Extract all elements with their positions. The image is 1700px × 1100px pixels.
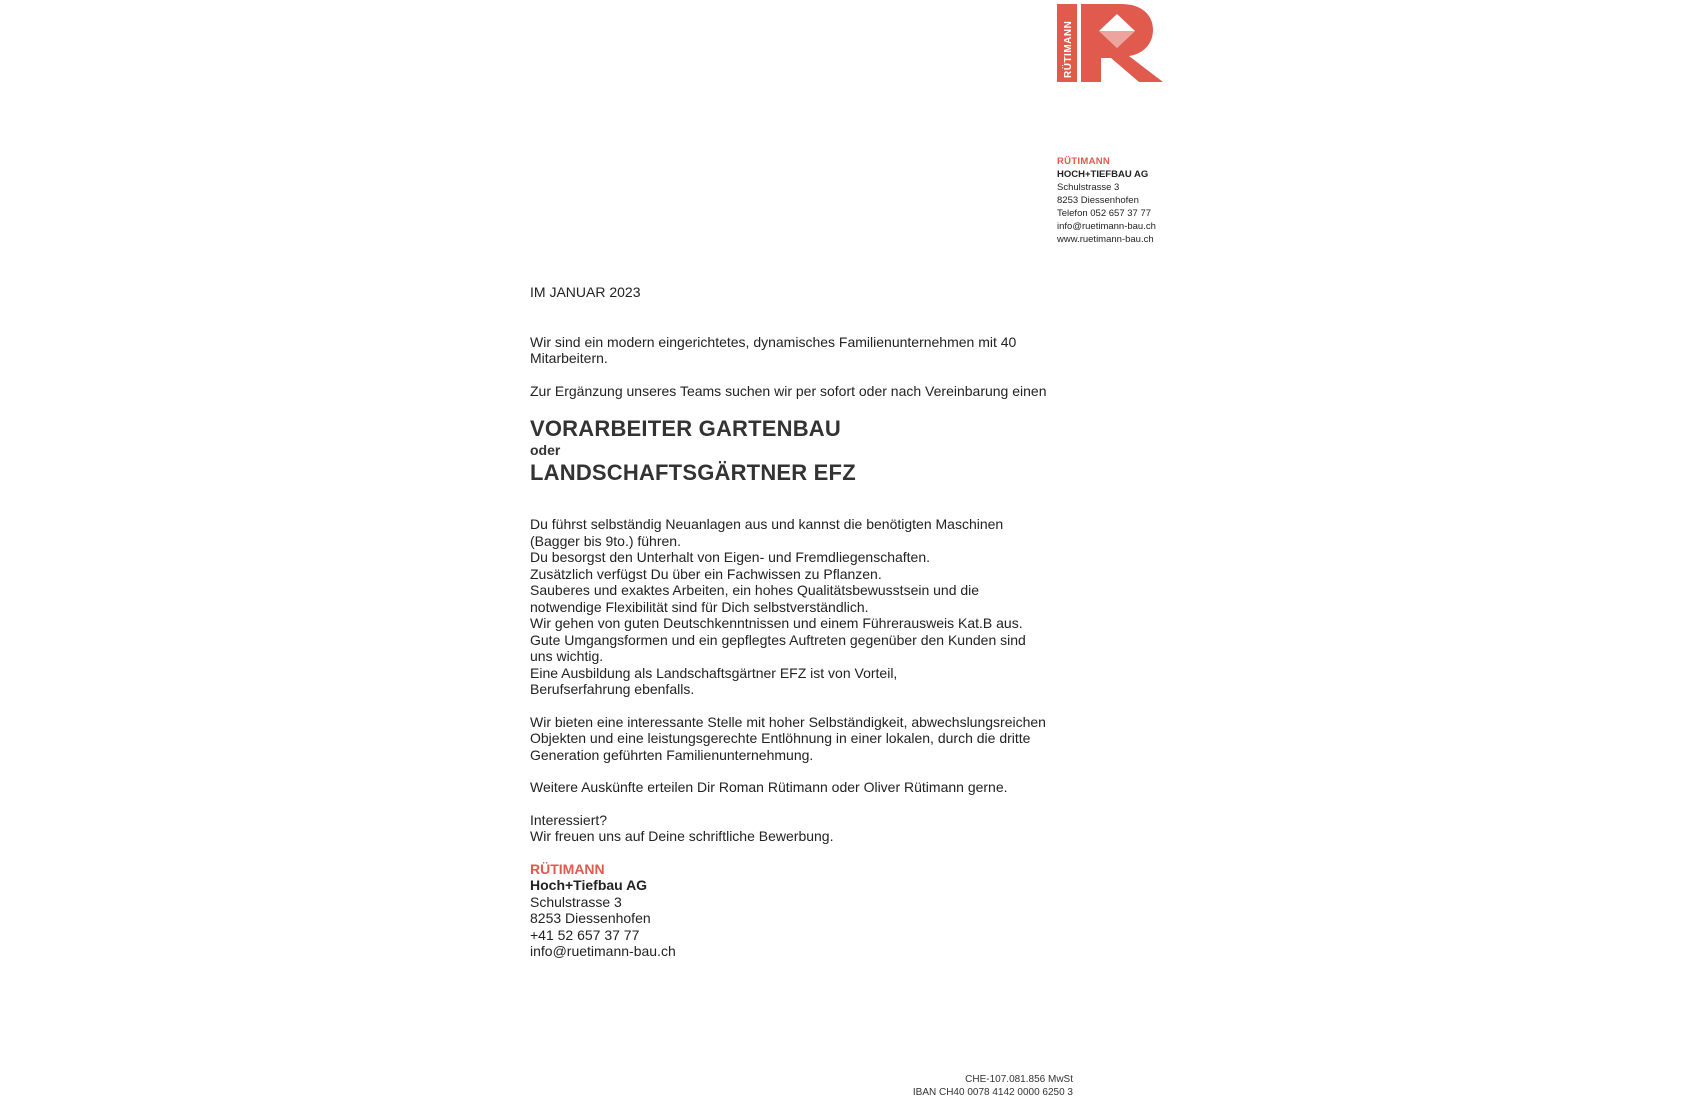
signature-city: 8253 Diessenhofen xyxy=(530,910,651,926)
job-title-1: VORARBEITER GARTENBAU xyxy=(530,416,841,441)
company-street: Schulstrasse 3 xyxy=(1057,182,1120,193)
requirement-line: Berufserfahrung ebenfalls. xyxy=(530,681,695,697)
requirement-line: Wir gehen von guten Deutschkenntnissen und einem Führerausweis Kat.B aus. xyxy=(530,615,1023,631)
job-title-2: LANDSCHAFTSGÄRTNER EFZ xyxy=(530,460,856,485)
requirement-line: Gute Umgangsformen und ein gepflegtes Auftreten gegenüber den Kunden sind xyxy=(530,631,1026,648)
signature-block xyxy=(530,861,1090,960)
intro-paragraph-1: Wir sind ein modern eingerichtetes, dynamisches Familienunternehmen mit 40 Mitarbeitern. xyxy=(530,333,1017,366)
requirement-line: Zusätzlich verfügst Du über ein Fachwissen zu Pflanzen. xyxy=(530,565,882,582)
company-address-block xyxy=(1057,155,1156,246)
footer-block xyxy=(913,1073,1073,1099)
company-brand: RÜTIMANN xyxy=(1057,156,1111,167)
company-website[interactable]: www.ruetimann-bau.ch xyxy=(1057,234,1154,245)
job-title-block xyxy=(530,415,1090,486)
signature-email[interactable]: info@ruetimann-bau.ch xyxy=(530,943,676,959)
requirement-line: uns wichtig. xyxy=(530,648,604,664)
requirement-line: Sauberes und exaktes Arbeiten, ein hohes Qualitätsbewusstsein und die xyxy=(530,582,980,598)
requirement-line: Du besorgst den Unterhalt von Eigen- und Fremdliegenschaften. xyxy=(530,549,931,565)
signature-street: Schulstrasse 3 xyxy=(530,893,622,910)
signature-firm: Hoch+Tiefbau AG xyxy=(530,877,648,893)
intro-paragraph-2: Zur Ergänzung unseres Teams suchen wir per sofort oder nach Vereinbarung einen xyxy=(530,382,1047,399)
closing-question: Interessiert? xyxy=(530,811,608,828)
company-city: 8253 Diessenhofen xyxy=(1057,195,1139,206)
company-firm: HOCH+TIEFBAU AG xyxy=(1057,169,1149,180)
footer-iban: IBAN CH40 0078 4142 0000 6250 3 xyxy=(912,1087,1073,1098)
requirement-line: Eine Ausbildung als Landschaftsgärtner EFZ ist von Vorteil, xyxy=(530,664,898,681)
requirements-list xyxy=(530,516,1090,698)
requirement-line: notwendige Flexibilität sind für Dich selbstverständlich. xyxy=(530,598,869,615)
signature-phone[interactable]: +41 52 657 37 77 xyxy=(530,926,640,943)
signature-brand: RÜTIMANN xyxy=(530,860,605,877)
requirement-line: (Bagger bis 9to.) führen. xyxy=(530,532,681,549)
job-title-or: oder xyxy=(530,442,561,458)
contact-paragraph: Weitere Auskünfte erteilen Dir Roman Rütimann oder Oliver Rütimann gerne. xyxy=(530,779,1008,795)
offer-paragraph: Wir bieten eine interessante Stelle mit hoher Selbständigkeit, abwechslungsreichen Objekten und eine leistungsgerechte Entlöhnung in einer lokalen, durch die dritte Generation geführten Familienunternehmung. xyxy=(530,713,1046,763)
footer-vat: CHE-107.081.856 MwSt xyxy=(965,1074,1073,1085)
letter-date: IM JANUAR 2023 xyxy=(530,284,641,300)
company-email[interactable]: info@ruetimann-bau.ch xyxy=(1057,221,1156,232)
company-phone: Telefon 052 657 37 77 xyxy=(1057,208,1152,219)
closing-line: Wir freuen uns auf Deine schriftliche Bewerbung. xyxy=(530,828,834,844)
closing-paragraph xyxy=(530,812,1090,845)
requirement-line: Du führst selbständig Neuanlagen aus und kannst die benötigten Maschinen xyxy=(530,516,1004,532)
svg-text:RÜTIMANN: RÜTIMANN xyxy=(1063,20,1074,78)
company-logo xyxy=(1057,4,1163,82)
letter-body xyxy=(530,284,1090,960)
